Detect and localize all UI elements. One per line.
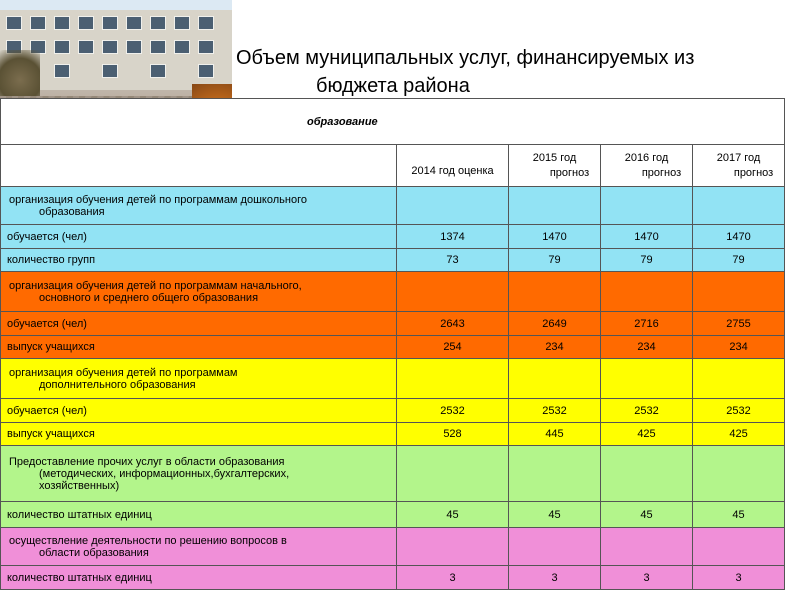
cell-2014: 528	[397, 423, 509, 446]
cell-2016: 234	[601, 336, 693, 359]
table-row	[1, 566, 785, 590]
year-2015-note: прогноз	[549, 166, 590, 179]
table-row	[1, 502, 785, 528]
cell-2014: 3	[397, 566, 509, 590]
cell-2016	[601, 359, 693, 399]
row-label: обучается (чел)	[1, 225, 397, 249]
row-label: обучается (чел)	[1, 312, 397, 336]
year-header-2015	[509, 145, 601, 187]
cell-2016: 425	[601, 423, 693, 446]
row-label: организация обучения детей по программам дошкольного образования	[1, 187, 397, 225]
table-row	[1, 528, 785, 566]
row-label: количество штатных единиц	[1, 566, 397, 590]
year-2014-label: 2014 год оценка	[411, 165, 494, 177]
title-line-1: Объем муниципальных услуг, финансируемых из	[236, 47, 695, 69]
table-row	[1, 187, 785, 225]
title-line-2: бюджета района	[316, 75, 470, 97]
cell-2017: 234	[693, 336, 785, 359]
year-header-2016	[601, 145, 693, 187]
year-header-2017	[693, 145, 785, 187]
year-2016-label: 2016 год	[624, 151, 669, 164]
year-2015-label: 2015 год	[532, 151, 577, 164]
table-row	[1, 249, 785, 272]
cell-2015: 2649	[509, 312, 601, 336]
year-2016-note: прогноз	[641, 166, 682, 179]
header-blank	[1, 145, 397, 187]
cell-2017: 2755	[693, 312, 785, 336]
section-title: образование	[1, 99, 785, 145]
services-table	[0, 98, 785, 590]
cell-2015	[509, 272, 601, 312]
cell-2014	[397, 272, 509, 312]
cell-2017	[693, 187, 785, 225]
cell-2016: 45	[601, 502, 693, 528]
cell-2016: 2532	[601, 399, 693, 423]
cell-2017	[693, 528, 785, 566]
cell-2015: 45	[509, 502, 601, 528]
cell-2014	[397, 528, 509, 566]
row-label: осуществление деятельности по решению вопросов в области образования	[1, 528, 397, 566]
table-row	[1, 359, 785, 399]
cell-2016	[601, 187, 693, 225]
cell-2014	[397, 359, 509, 399]
cell-2014: 1374	[397, 225, 509, 249]
year-2017-note: прогноз	[733, 166, 774, 179]
cell-2016	[601, 446, 693, 502]
cell-2015	[509, 528, 601, 566]
row-label: организация обучения детей по программам начального, основного и среднего общего образования	[1, 272, 397, 312]
cell-2016: 1470	[601, 225, 693, 249]
table-row	[1, 399, 785, 423]
cell-2014: 45	[397, 502, 509, 528]
row-label: обучается (чел)	[1, 399, 397, 423]
cell-2017: 3	[693, 566, 785, 590]
cell-2017: 79	[693, 249, 785, 272]
cell-2017	[693, 359, 785, 399]
table-row	[1, 336, 785, 359]
year-header-2014	[397, 145, 509, 187]
cell-2014: 73	[397, 249, 509, 272]
cell-2015: 3	[509, 566, 601, 590]
table-row	[1, 312, 785, 336]
cell-2015: 1470	[509, 225, 601, 249]
cell-2017: 425	[693, 423, 785, 446]
cell-2015	[509, 446, 601, 502]
cell-2016: 79	[601, 249, 693, 272]
cell-2015: 445	[509, 423, 601, 446]
row-label: количество штатных единиц	[1, 502, 397, 528]
row-label: выпуск учащихся	[1, 423, 397, 446]
cell-2016: 3	[601, 566, 693, 590]
cell-2015: 234	[509, 336, 601, 359]
cell-2017	[693, 446, 785, 502]
cell-2017: 2532	[693, 399, 785, 423]
cell-2014: 254	[397, 336, 509, 359]
cell-2014	[397, 446, 509, 502]
year-2017-label: 2017 год	[716, 151, 761, 164]
row-label: выпуск учащихся	[1, 336, 397, 359]
table-row	[1, 225, 785, 249]
row-label: организация обучения детей по программам дополнительного образования	[1, 359, 397, 399]
cell-2015	[509, 359, 601, 399]
cell-2017: 45	[693, 502, 785, 528]
cell-2014: 2532	[397, 399, 509, 423]
cell-2016: 2716	[601, 312, 693, 336]
row-label: Предоставление прочих услуг в области образования (методических, информационных,бухгалтерских, хозяйственных)	[1, 446, 397, 502]
cell-2015: 79	[509, 249, 601, 272]
cell-2014	[397, 187, 509, 225]
table-row	[1, 446, 785, 502]
cell-2015	[509, 187, 601, 225]
page-title	[236, 44, 776, 100]
cell-2015: 2532	[509, 399, 601, 423]
cell-2016	[601, 272, 693, 312]
table-row	[1, 272, 785, 312]
row-label: количество групп	[1, 249, 397, 272]
cell-2017: 1470	[693, 225, 785, 249]
cell-2014: 2643	[397, 312, 509, 336]
cell-2016	[601, 528, 693, 566]
cell-2017	[693, 272, 785, 312]
table-row	[1, 423, 785, 446]
